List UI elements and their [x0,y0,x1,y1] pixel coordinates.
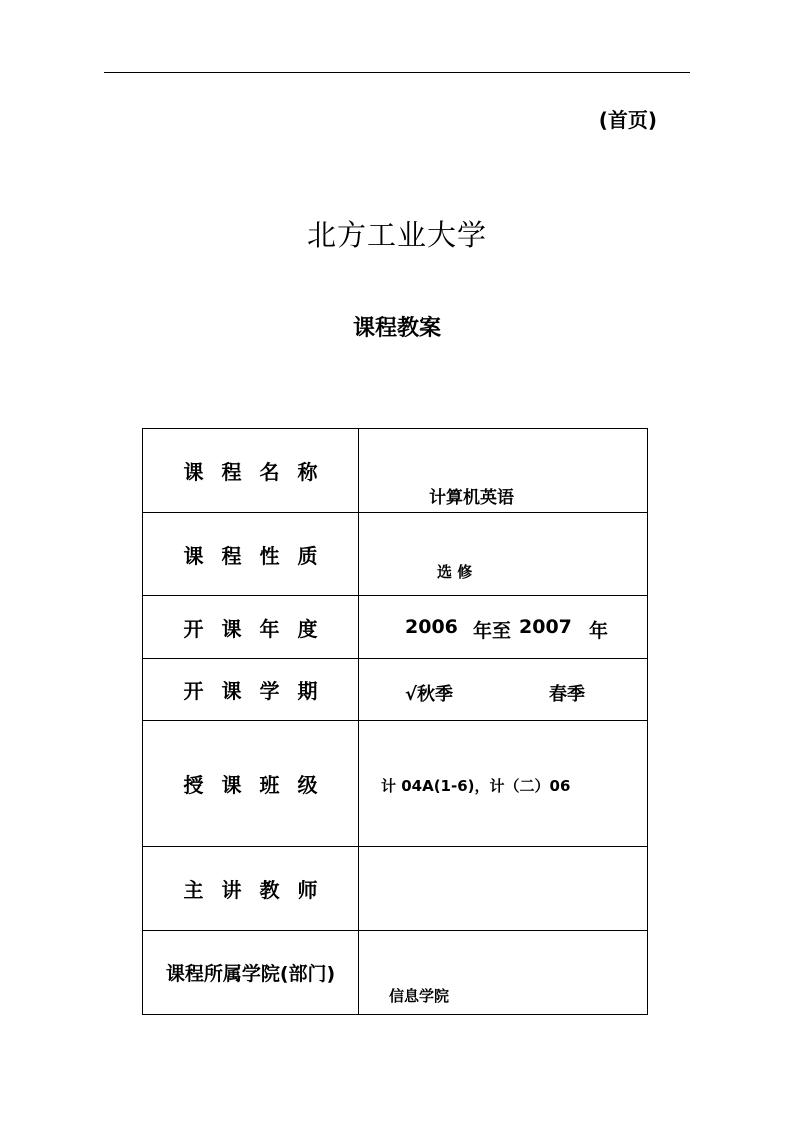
value-course-type: 选 修 [437,563,473,581]
label-course-type: 课程性质 [183,543,336,568]
page-mark: (首页) [598,108,657,132]
label-course-name: 课程名称 [183,460,336,484]
row-department [143,931,648,1015]
university-name: 北方工业大学 [306,218,487,252]
header-rule [104,72,690,73]
value-course-name: 计算机英语 [429,488,514,508]
label-academic-year: 开课年度 [183,616,336,641]
label-semester: 开课学期 [183,679,336,703]
row-classes [143,721,648,847]
label-classes: 授课班级 [183,773,336,797]
year-word-1: 年至 [473,620,512,642]
course-info-table [142,428,648,1015]
semester-autumn: √秋季 [405,684,454,705]
row-course-name [143,429,648,513]
semester-spring: 春季 [549,684,585,705]
row-teacher [143,847,648,931]
year-start: 2006 [405,616,458,638]
label-teacher: 主讲教师 [183,878,336,902]
year-word-2: 年 [589,620,609,642]
row-semester [143,659,648,721]
row-course-type [143,513,648,596]
value-department: 信息学院 [389,987,450,1005]
value-classes: 计 04A(1-6)，计（二）06 [381,777,571,795]
label-department: 课程所属学院(部门) [165,963,336,985]
row-academic-year [143,596,648,659]
year-end: 2007 [519,616,572,638]
document-title: 课程教案 [352,316,441,341]
